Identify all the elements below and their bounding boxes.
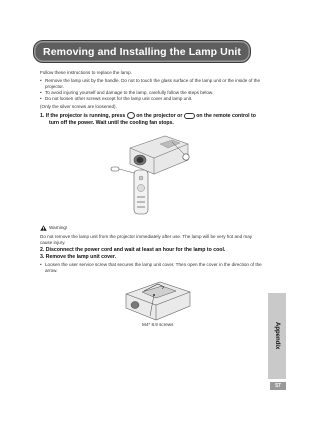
section-banner bbox=[33, 40, 251, 63]
projector-image bbox=[130, 136, 188, 174]
projector-remote-illustration bbox=[110, 130, 200, 215]
warning-text: cause injury. bbox=[40, 240, 66, 245]
remote-power-callout-icon bbox=[111, 167, 119, 171]
step-3: 3. Remove the lamp unit cover. bbox=[40, 254, 117, 260]
warning-label: Warning! bbox=[49, 225, 68, 230]
step-3-bullet-text: arrow. bbox=[45, 268, 58, 273]
remote-control-image bbox=[134, 170, 148, 214]
screw-callout-label: M4* 8.9 screws bbox=[142, 322, 174, 327]
bullet-text: Do not loosen other screws except for the lamp unit cover and lamp unit. bbox=[45, 96, 193, 101]
bullet-text: To avoid injuring yourself and damage to the lamp, carefully follow the steps below. bbox=[45, 90, 214, 95]
warning-icon bbox=[40, 225, 47, 231]
step-1-text-a: 1. If the projector is running, press bbox=[40, 112, 126, 119]
step-1-line-2: turn off the power. Wait until the cooling fan stops. bbox=[49, 120, 174, 126]
step-3-bullet-text: Loosen the user service screw that secures the lamp unit cover. Then open the cover in the direction of the bbox=[45, 262, 262, 267]
step-1-text-c: on the remote control to bbox=[196, 112, 256, 119]
bullet-text: projector. bbox=[45, 84, 64, 89]
bullet-marker: • bbox=[40, 90, 42, 95]
power-button-icon bbox=[127, 112, 135, 119]
lamp-cover-illustration bbox=[120, 278, 195, 328]
step-1-line-1 bbox=[40, 112, 256, 120]
appendix-tab bbox=[268, 293, 286, 379]
bullet-marker: • bbox=[40, 262, 42, 267]
power-button-callout-icon bbox=[183, 154, 189, 160]
warning-text: Do not remove the lamp unit from the projector immediately after use. The lamp will be very hot and may bbox=[40, 234, 253, 239]
bullet-marker: • bbox=[40, 96, 42, 101]
step-1-text-b: on the projector or bbox=[136, 112, 183, 119]
bullet-text: Remove the lamp unit by the handle. Do not to touch the glass surface of the lamp unit or the inside of the bbox=[45, 78, 261, 83]
appendix-tab-label: Appendix bbox=[274, 322, 280, 350]
remote-power-icon bbox=[184, 113, 195, 119]
section-title: Removing and Installing the Lamp Unit bbox=[43, 45, 241, 58]
intro-text: Follow these instructions to replace the lamp. bbox=[40, 70, 132, 75]
step-2: 2. Disconnect the power cord and wait at least an hour for the lamp to cool. bbox=[40, 247, 226, 253]
screw-icon bbox=[153, 294, 155, 296]
page-number: 57 bbox=[270, 382, 286, 390]
bullet-marker: • bbox=[40, 78, 42, 83]
note-text: (Only the silver screws are loosened). bbox=[40, 104, 117, 109]
